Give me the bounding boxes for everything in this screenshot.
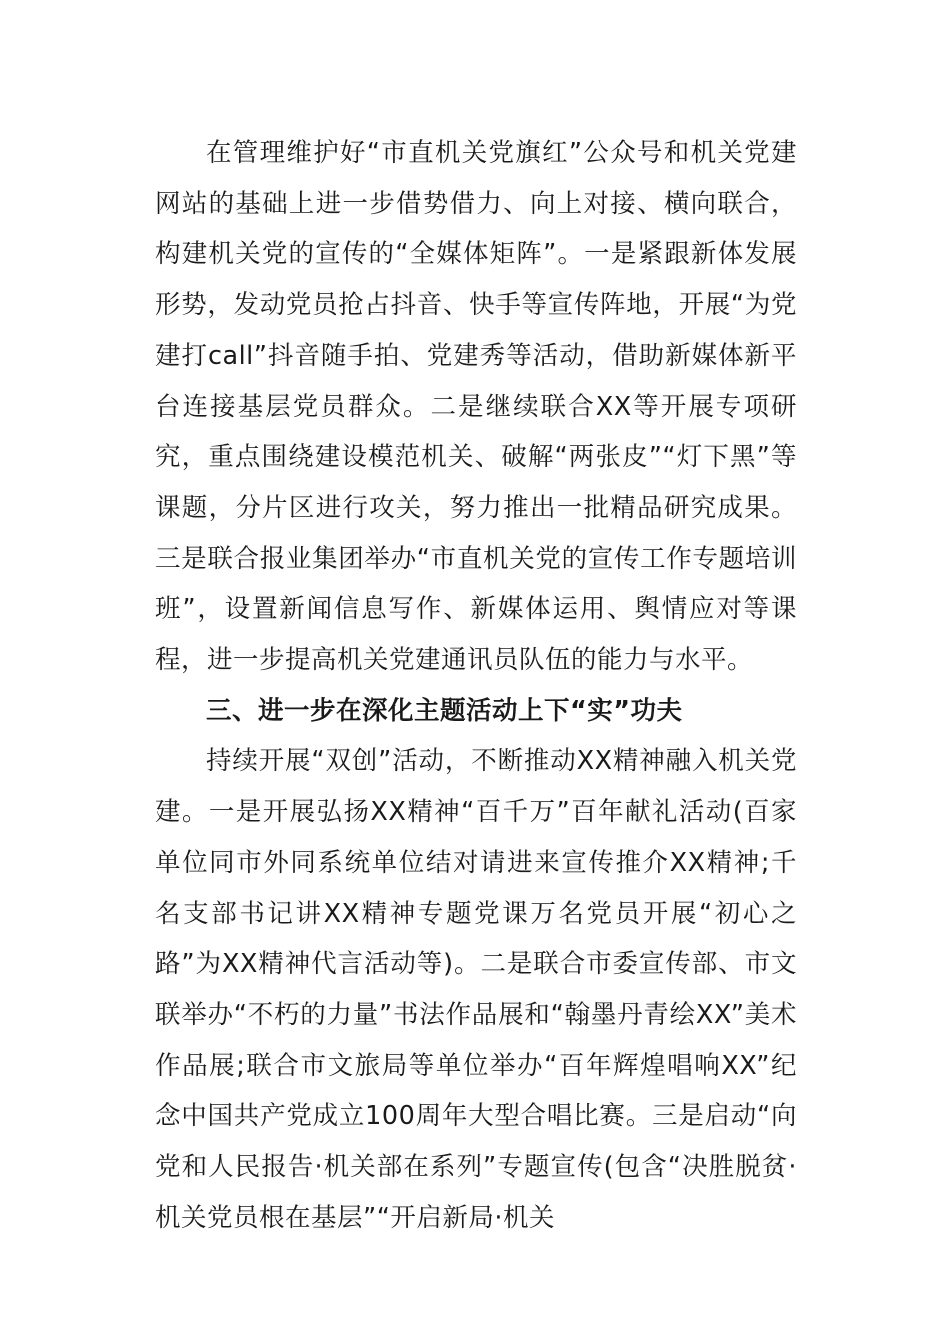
section-heading: 三、进一步在深化主题活动上下“实”功夫 — [206, 695, 683, 726]
body-paragraph: 持续开展“双创”活动，不断推动XX精神融入机关党建。一是开展弘扬XX精神“百千万”百年献礼活动(百家单位同市外同系统单位结对请进来宣传推介XX精神;千名支部书记讲XX精神专题党课万名党员开展“初心之路”为XX精神代言活动等)。二是联合市委宣传部、市文联举办“不朽的力量”书法作品展和“翰墨丹青绘XX”美术作品展;联合市文旅局等单位举办“百年辉煌唱响XX”纪念中国共产党成立100周年大型合唱比赛。三是启动“向党和人民报告·机关部在系列”专题宣传(包含“决胜脱贫·机关党员根在基层”“开启新局·机关 — [155, 746, 797, 1233]
document-page — [155, 128, 797, 1243]
body-paragraph: 在管理维护好“市直机关党旗红”公众号和机关党建网站的基础上进一步借势借力、向上对接、横向联合，构建机关党的宣传的“全媒体矩阵”。一是紧跟新体发展形势，发动党员抢占抖音、快手等宣传阵地，开展“为党建打call”抖音随手拍、党建秀等活动，借助新媒体新平台连接基层党员群众。二是继续联合XX等开展专项研究，重点围绕建设模范机关、破解“两张皮”“灯下黑”等课题，分片区进行攻关，努力推出一批精品研究成果。三是联合报业集团举办“市直机关党的宣传工作专题培训班”，设置新闻信息写作、新媒体运用、舆情应对等课程，进一步提高机关党建通讯员队伍的能力与水平。 — [155, 138, 797, 676]
